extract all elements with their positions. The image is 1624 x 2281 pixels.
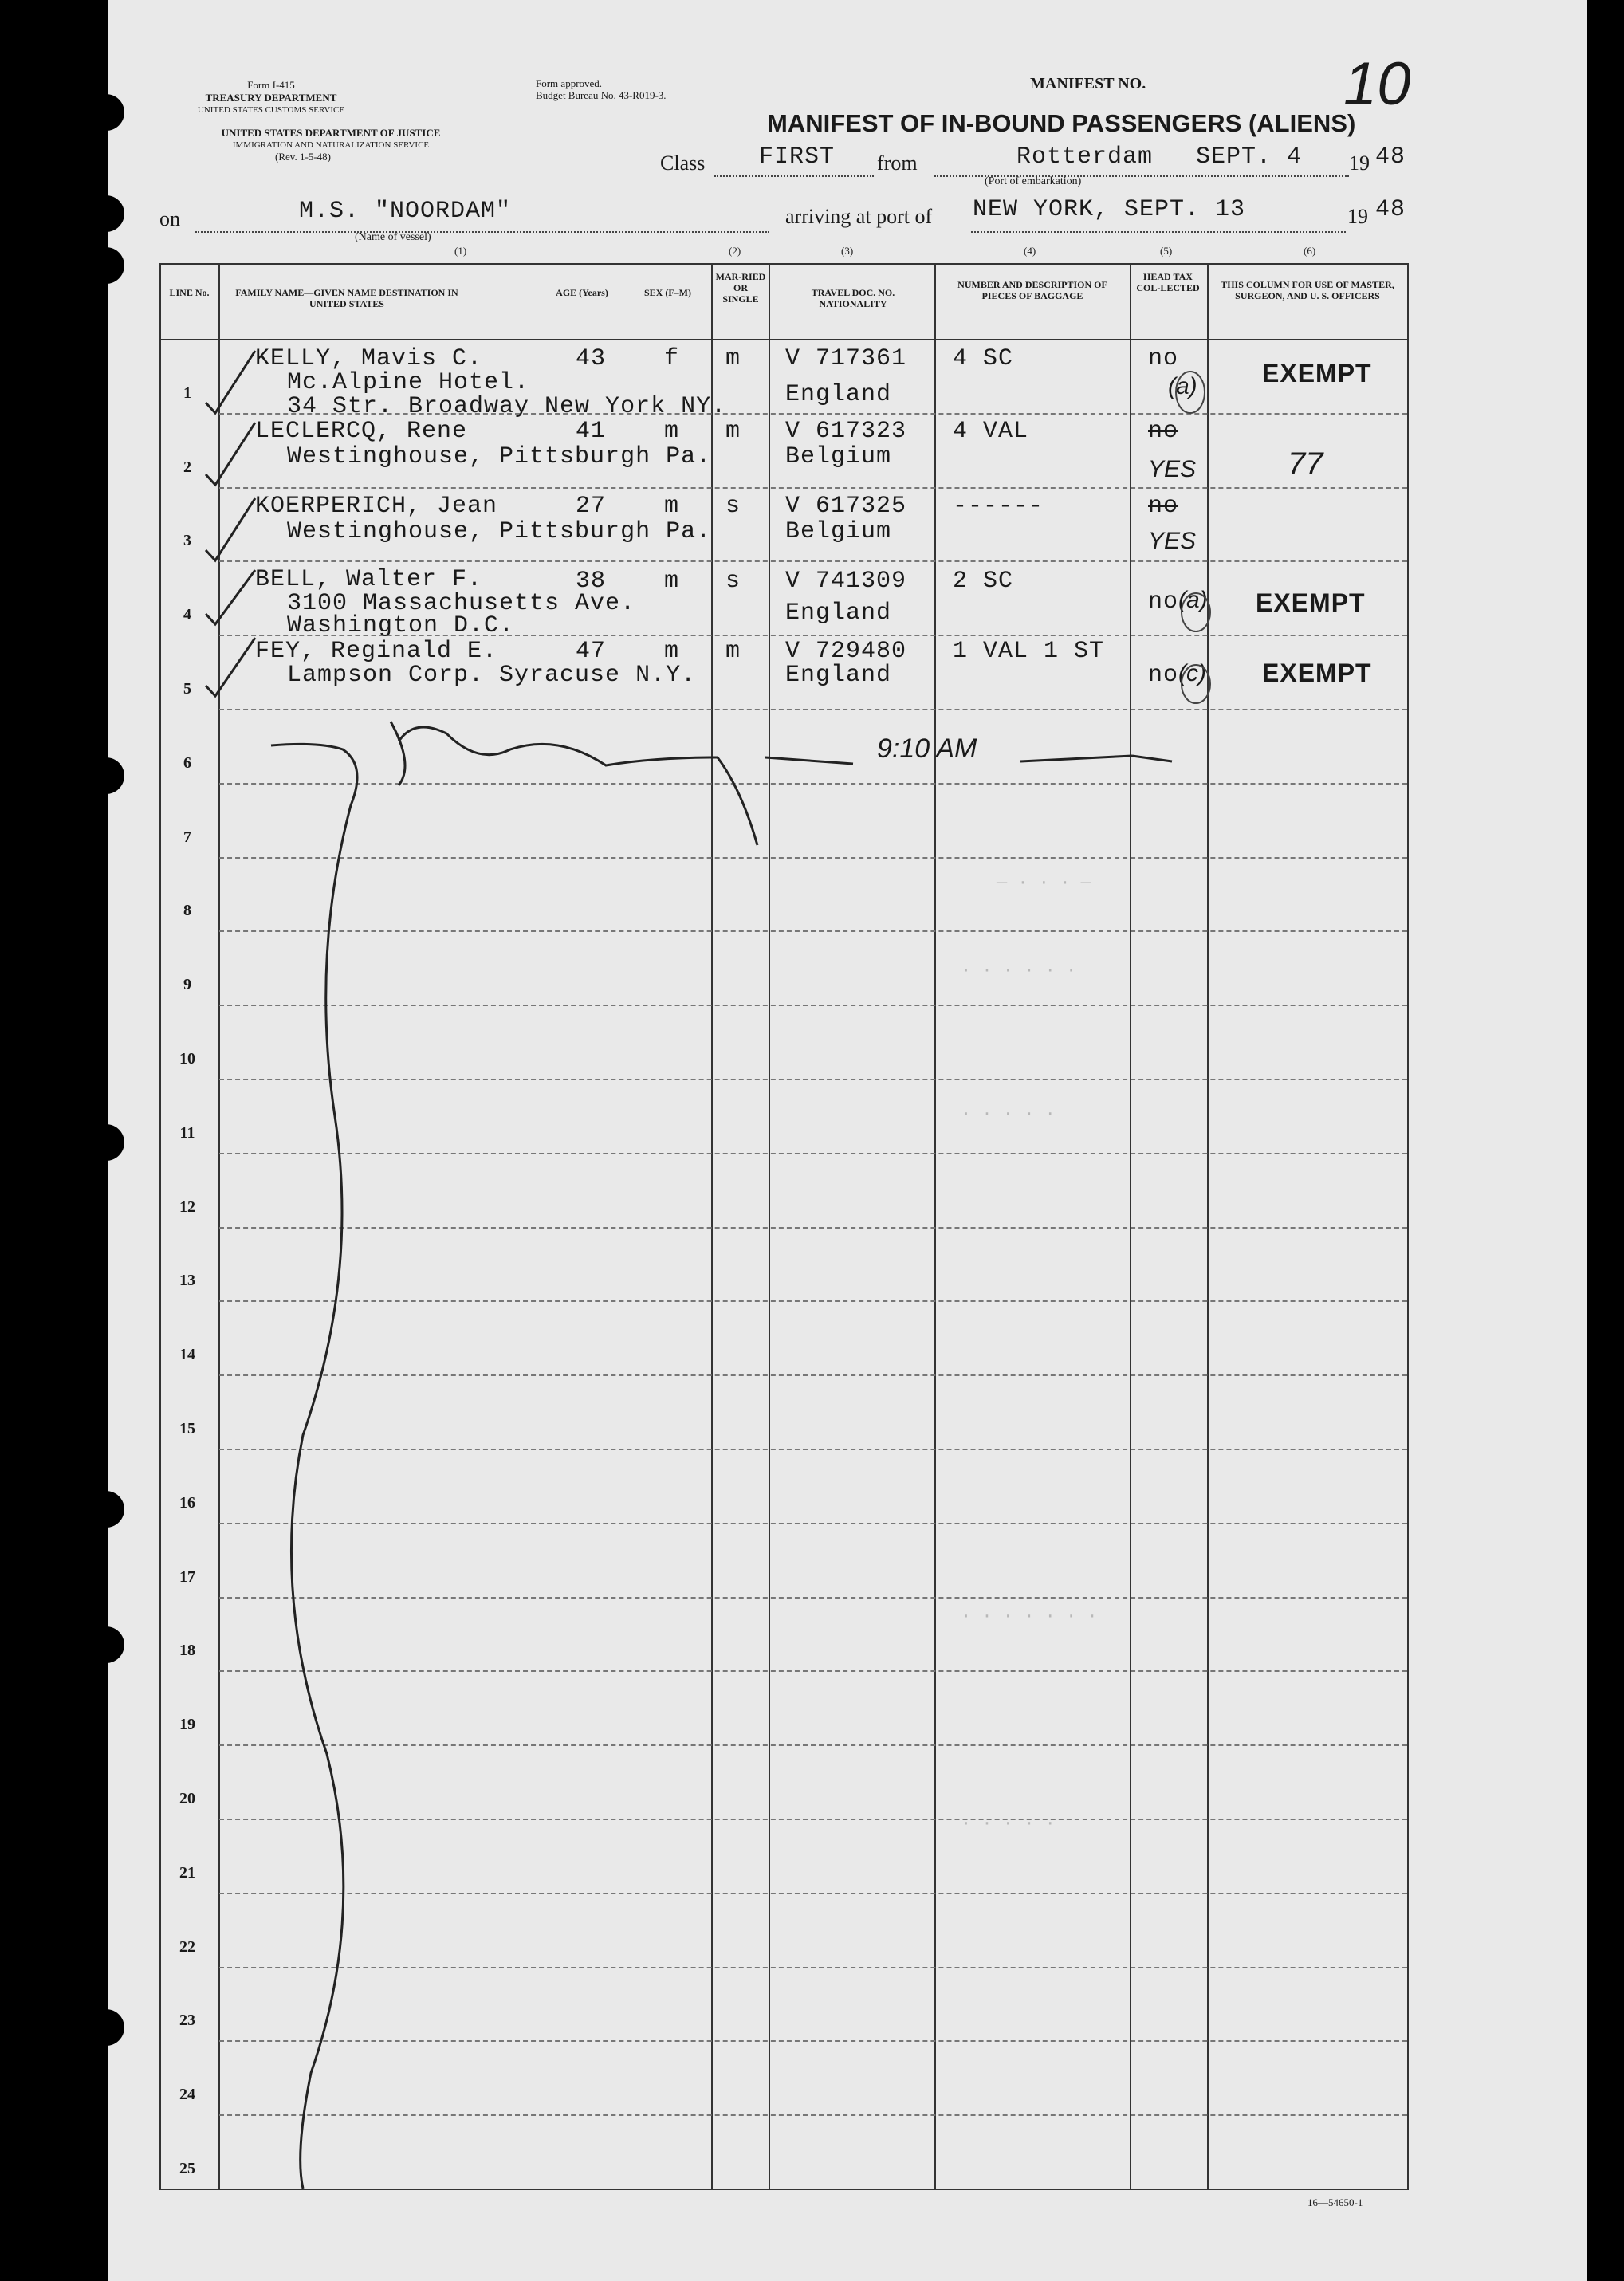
passenger-destination: Westinghouse, Pittsburgh Pa. [287,518,712,545]
passenger-sex: m [664,568,680,595]
travel-doc: V 617323 [785,418,907,445]
class-label: Class [660,151,706,175]
circle-mark [1182,665,1210,703]
nationality: England [785,600,892,627]
year-prefix: 19 [1349,151,1370,175]
line-number: 3 [183,532,191,550]
bleed-through: · · · · · [961,1814,1056,1834]
col-header-travel: TRAVEL DOC. NO. NATIONALITY [811,287,895,309]
passenger-name: FEY, Reginald E. [255,638,498,665]
line-number: 14 [179,1346,195,1364]
passenger-sex: m [664,418,680,445]
arrival-year: 48 [1375,196,1406,223]
baggage: 4 SC [953,345,1014,372]
arriving-label: arriving at port of [785,205,933,228]
ins-service: IMMIGRATION AND NATURALIZATION SERVICE [232,140,430,150]
line-number: 12 [179,1198,195,1216]
treasury-dept: TREASURY DEPARTMENT [205,92,337,104]
line-number: 1 [183,383,191,402]
passenger-age: 41 [576,418,607,445]
officer-mark: 77 [1288,446,1323,482]
passenger-married: m [725,418,741,445]
line-number: 19 [179,1716,195,1734]
class-value: FIRST [759,144,836,171]
port-caption: (Port of embarkation) [985,175,1082,187]
col-header-headtax: HEAD TAX COL-LECTED [1136,271,1200,293]
passenger-married: s [725,568,741,595]
line-number: 20 [179,1790,195,1807]
line-number: 15 [179,1420,195,1437]
officer-stamp: EXEMPT [1262,659,1372,687]
passenger-sex: m [664,493,680,520]
signature-dash [1020,756,1132,761]
head-tax-mark: (c) [1178,660,1206,686]
bleed-through: · · · · · · [961,961,1077,981]
col-num-2: (2) [729,245,741,257]
line-number: 23 [179,2012,195,2030]
baggage: 1 VAL 1 ST [953,638,1105,665]
check-mark [206,638,255,696]
year-prefix-2: 19 [1347,205,1368,228]
passenger-age: 47 [576,638,607,665]
form-approved: Form approved. [536,77,603,89]
passenger-destination: Washington D.C. [287,612,515,639]
col-header-sex: SEX (F–M) [644,287,691,298]
line-number: 7 [183,828,191,846]
nationality: Belgium [785,518,892,545]
officer-stamp: EXEMPT [1262,359,1372,387]
line-number: 6 [183,753,191,772]
col-header-married: MAR-RIED OR SINGLE [715,271,766,305]
passenger-name: KELLY, Mavis C. [255,345,483,372]
passenger-name: LECLERCQ, Rene [255,418,468,445]
form-number: Form I-415 [247,79,295,91]
baggage: 2 SC [953,568,1014,595]
time-annotation: 9:10 AM [877,733,977,764]
manifest-no-label: MANIFEST NO. [1030,75,1146,92]
embarkation-year: 48 [1375,144,1406,171]
bleed-through: · · · · · · · [961,1607,1098,1626]
line-number: 9 [183,976,191,994]
head-tax: no [1148,662,1179,689]
passenger-destination: 34 Str. Broadway New York NY. [287,393,727,420]
passenger-sex: m [664,638,680,665]
passenger-married: m [725,345,741,372]
vessel-name: M.S. "NOORDAM" [299,198,512,225]
head-tax: no [1148,588,1179,615]
manifest-title: MANIFEST OF IN-BOUND PASSENGERS (ALIENS) [767,109,1356,137]
col-num-4: (4) [1024,245,1036,257]
officer-stamp: EXEMPT [1256,588,1366,617]
col-num-3: (3) [841,245,854,257]
customs-service: UNITED STATES CUSTOMS SERVICE [197,105,345,115]
col-header-name: FAMILY NAME—GIVEN NAME DESTINATION IN UNITED STATES [235,287,458,309]
baggage: 4 VAL [953,418,1029,445]
head-tax-mark: (a) [1168,373,1197,399]
passenger-destination: Lampson Corp. Syracuse N.Y. [287,662,697,689]
line-number: 5 [183,680,191,698]
check-mark [206,570,255,624]
footer-code: 16—54650-1 [1307,2196,1363,2208]
travel-doc: V 717361 [785,345,907,372]
line-number: 16 [179,1493,195,1512]
passenger-name: BELL, Walter F. [255,566,483,593]
arrival-port: NEW YORK, SEPT. 13 [973,196,1246,223]
passenger-age: 27 [576,493,607,520]
line-number: 18 [179,1642,195,1660]
passenger-destination: Mc.Alpine Hotel. [287,369,530,396]
passenger-name: KOERPERICH, Jean [255,493,498,520]
col-num-1: (1) [454,245,467,257]
line-number: 2 [183,458,191,476]
justice-dept: UNITED STATES DEPARTMENT OF JUSTICE [221,127,441,139]
check-mark [206,423,255,485]
vessel-caption: (Name of vessel) [355,231,431,243]
col-header-officers: THIS COLUMN FOR USE OF MASTER, SURGEON, AND U. S. OFFICERS [1221,279,1394,301]
line-number: 22 [179,1937,195,1956]
bleed-through: · · · · · [961,1104,1056,1124]
line-number: 13 [179,1272,195,1290]
line-number: 8 [183,902,191,920]
col-num-5: (5) [1160,245,1173,257]
embarkation-port: Rotterdam [1016,144,1154,171]
on-label: on [159,207,180,230]
passenger-age: 38 [576,568,607,595]
line-number: 21 [179,1863,195,1882]
head-tax-mark: (a) [1178,587,1208,613]
head-tax-mark: YES [1148,456,1197,482]
baggage: ------ [953,493,1044,520]
circle-mark [1176,372,1205,413]
head-tax-mark: YES [1148,528,1197,554]
circle-mark [1182,593,1210,631]
line-number: 17 [179,1567,195,1586]
signature [391,722,853,845]
line-number: 24 [179,2086,195,2104]
line-number: 11 [179,1123,195,1142]
travel-doc: V 729480 [785,638,907,665]
head-tax: no [1148,345,1179,372]
passenger-destination: 3100 Massachusetts Ave. [287,590,636,617]
passenger-sex: f [664,345,680,372]
bleed-through: — · · · — [997,873,1091,893]
passenger-age: 43 [576,345,607,372]
embarkation-date: SEPT. 4 [1196,144,1303,171]
manifest-number: 10 [1343,50,1411,118]
check-mark [206,498,255,560]
col-header-line: LINE No. [169,287,210,298]
check-mark [206,351,255,413]
col-header-baggage: NUMBER AND DESCRIPTION OF PIECES OF BAGGAGE [957,279,1107,301]
col-num-6: (6) [1304,245,1316,257]
line-number: 25 [179,2160,195,2177]
line-number: 4 [183,606,191,624]
form-revision: (Rev. 1-5-48) [275,151,331,163]
passenger-destination: Westinghouse, Pittsburgh Pa. [287,443,712,470]
head-tax: no [1148,493,1179,520]
cancellation-line [271,744,357,2189]
budget-bureau: Budget Bureau No. 43-R019-3. [536,89,667,101]
nationality: England [785,381,892,408]
travel-doc: V 617325 [785,493,907,520]
travel-doc: V 741309 [785,568,907,595]
passenger-married: s [725,493,741,520]
from-label: from [877,151,918,175]
head-tax: no [1148,418,1179,445]
nationality: Belgium [785,443,892,470]
line-number: 10 [179,1050,195,1068]
passenger-married: m [725,638,741,665]
col-header-age: AGE (Years) [556,287,608,298]
nationality: England [785,662,892,689]
